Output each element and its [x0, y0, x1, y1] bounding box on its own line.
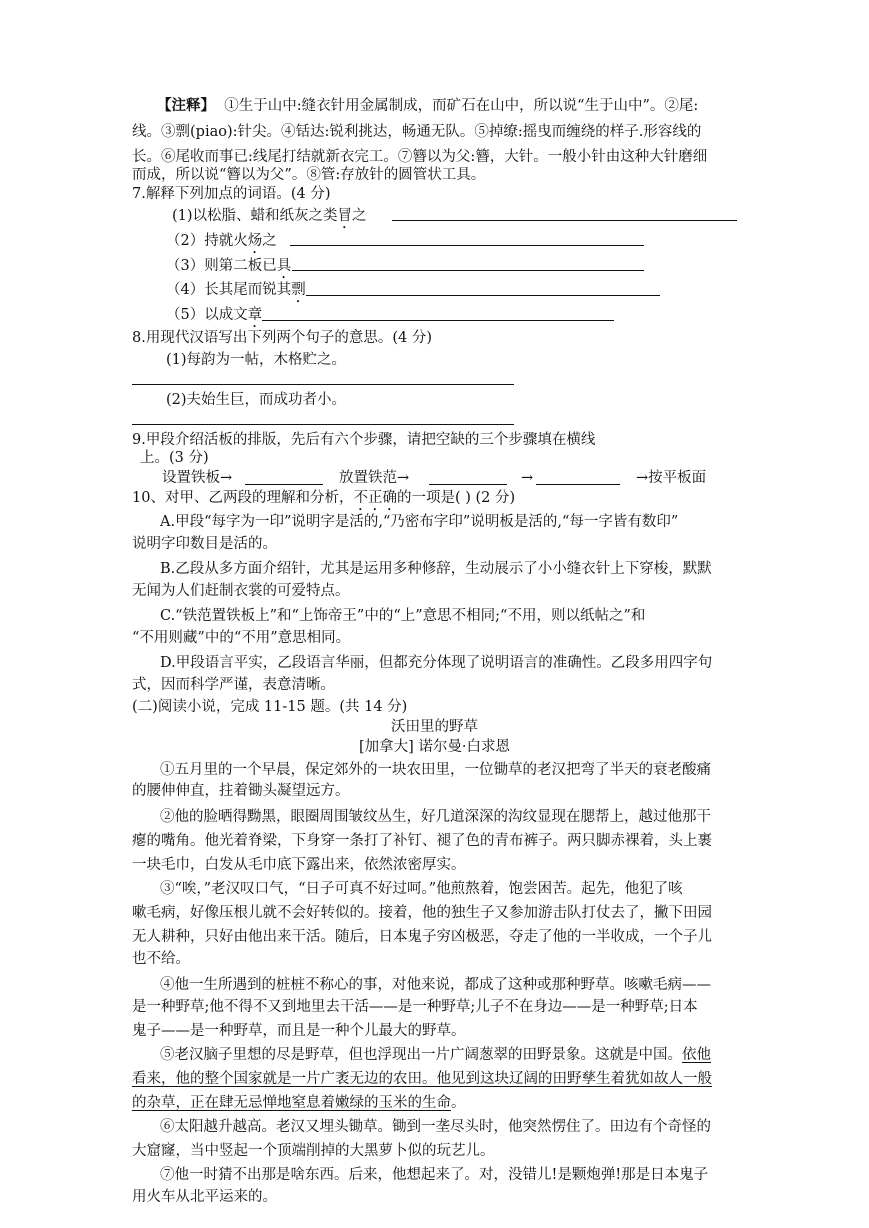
story-underlined-2: 看来，他的整个国家就是一片广袤无边的农田。他见到这块辽阔的田野孳生着犹如故人一般	[132, 1071, 712, 1087]
notes-line-2: 线。③剽(piao):针尖。④铦达:锐利挑达，畅通无队。⑤掉缭:摇曳而缠绕的样子.形容线的	[132, 124, 702, 140]
story-p4-1: ④他一生所遇到的桩桩不称心的事，对他来说，都成了这种或那种野草。咳嗽毛病——	[160, 977, 711, 993]
q8-stem: 8.用现代汉语写出下列两个句子的意思。(4 分)	[132, 330, 432, 346]
q7-item-5: （5）以成文章	[166, 307, 263, 323]
q7-answer-line-5[interactable]	[262, 320, 614, 321]
story-title: 沃田里的野草	[391, 719, 478, 735]
story-underlined-1: 依他	[682, 1047, 711, 1063]
q7-item-3-dotted: 具	[276, 258, 292, 274]
story-p3-4: 也不给。	[132, 951, 190, 967]
q7-item-5-dotted: 章	[247, 307, 263, 323]
q10-stem: 10、对甲、乙两段的理解和分析，不正确的一项是( ) (2 分)	[132, 490, 516, 506]
q7-item-4-dotted: 剽	[291, 282, 306, 298]
q9-step-2: 放置铁范→	[339, 470, 410, 486]
q7-stem: 7.解释下列加点的词语。(4 分)	[132, 186, 331, 202]
story-p2-2: 瘪的嘴角。他光着脊梁，下身穿一条打了补钉、褪了色的青布裤子。两只脚赤裸着，头上裹	[132, 833, 712, 849]
q7-item-3: （3）则第二板已具	[166, 258, 292, 274]
story-p6-2: 大窟窿，当中竖起一个顶端削掉的大黑萝卜似的玩艺儿。	[132, 1143, 495, 1159]
q10-option-b-2: 无闻为人们赶制衣裳的可爱特点。	[132, 583, 350, 599]
q10-option-c-2: “不用则藏”中的“不用”意思相同。	[132, 630, 351, 646]
q9-step-last: →按平板面	[636, 470, 707, 486]
q10-stem-dotted: 不正确	[353, 490, 397, 506]
q7-item-1-dotted: 冒	[337, 208, 353, 224]
story-p6-1: ⑥太阳越升越高。老汉又埋头锄草。锄到一垄尽头时，他突然愣住了。田边有个奇怪的	[160, 1119, 711, 1135]
story-author: [加拿大] 诺尔曼·白求恩	[358, 739, 511, 755]
q7-item-4: （4）长其尾而锐其剽	[166, 282, 306, 298]
q9-blank-3[interactable]	[536, 484, 620, 485]
notes-line-1	[157, 96, 698, 116]
q8-sentence-1: (1)每韵为一帖，木格贮之。	[166, 352, 347, 368]
q9-blank-1[interactable]	[245, 484, 323, 485]
q7-answer-line-4[interactable]	[306, 295, 660, 296]
story-p7-2: 用火车从北平运来的。	[132, 1189, 277, 1205]
notes-tag: 【注释】	[157, 97, 215, 114]
q8-answer-line-2[interactable]	[132, 424, 514, 425]
section-2-heading: (二)阅读小说，完成 11-15 题。(共 14 分)	[132, 699, 408, 715]
story-p4-2: 是一种野草;他不得不又到地里去干活——是一种野草;儿子不在身边——是一种野草;日本	[132, 999, 698, 1015]
q9-stem-1: 9.甲段介绍活板的排版，先后有六个步骤，请把空缺的三个步骤填在横线	[132, 432, 596, 448]
q10-option-d-1: D.甲段语言平实，乙段语言华丽，但都充分体现了说明语言的准确性。乙段多用四字句	[160, 655, 713, 671]
story-underlined-3: 的杂草，正在肆无忌惮地窒息着嫩绿的玉米的生命	[132, 1095, 451, 1111]
q7-answer-line-1[interactable]	[392, 220, 737, 221]
q9-stem-2: 上。(3 分)	[140, 450, 209, 466]
q7-answer-line-3[interactable]	[292, 270, 644, 271]
story-p5-3: 的杂草，正在肆无忌惮地窒息着嫩绿的玉米的生命。	[132, 1095, 466, 1111]
q8-answer-line-1[interactable]	[132, 384, 514, 385]
q10-option-c-1: C.“铁范置铁板上”和“上饰帝王”中的“上”意思不相同;“不用，则以纸帖之”和	[160, 608, 646, 624]
q10-option-b-1: B.乙段从多方面介绍针，尤其是运用多种修辞，生动展示了小小缝衣针上下穿梭，默默	[160, 561, 712, 577]
story-p2-3: 一块毛巾，白发从毛巾底下露出来，依然浓密厚实。	[132, 857, 466, 873]
story-p1-1: ①五月里的一个早晨，保定郊外的一块农田里，一位锄草的老汉把弯了半天的衰老酸痛	[160, 762, 711, 778]
story-p3-2: 嗽毛病，好像压根儿就不会好转似的。接着，他的独生子又参加游击队打仗去了，撇下田园	[132, 905, 712, 921]
q8-sentence-2: (2)夫始生巨，而成功者小。	[166, 392, 347, 408]
q7-item-2: （2）持就火炀之	[166, 233, 277, 249]
story-p3-1: ③“唉，”老汉叹口气，“日子可真不好过呵。”他煎熬着，饱尝困苦。起先，他犯了咳	[160, 881, 683, 897]
notes-line-3: 长。⑥尾收而事已:线尾打结就新衣完工。⑦簪以为父:簪，大针。一般小针由这种大针磨细	[132, 149, 708, 165]
q7-answer-line-2[interactable]	[290, 245, 644, 246]
notes-text-1: ①生于山中:缝衣针用金属制成，而矿石在山中，所以说“生于山中”。②尾:	[224, 98, 699, 114]
q7-item-2-dotted: 炀	[247, 233, 263, 249]
story-p1-2: 的腰伸伸直，拄着锄头凝望远方。	[132, 783, 350, 799]
story-p5-1: ⑤老汉脑子里想的尽是野草，但也浮现出一片广阔葱翠的田野景象。这就是中国。依他	[160, 1047, 711, 1063]
q10-option-a-2: 说明字印数目是活的。	[132, 536, 277, 552]
q9-step-1: 设置铁板→	[162, 470, 233, 486]
notes-line-4: 而成，所以说“簪以为父”。⑧管:存放针的圆管状工具。	[132, 167, 486, 183]
q10-option-d-2: 式，因而科学严谨，表意清晰。	[132, 677, 335, 693]
story-p2-1: ②他的脸晒得黝黑，眼圈周围皱纹丛生，好几道深深的沟纹显现在腮帮上，越过他那干	[160, 809, 711, 825]
q9-arrow: →	[521, 470, 534, 486]
q7-item-1: (1)以松脂、蜡和纸灰之类冒之	[172, 208, 367, 224]
story-p7-1: ⑦他一时猜不出那是啥东西。后来，他想起来了。对，没错儿!是颗炮弹!那是日本鬼子	[160, 1167, 709, 1183]
q10-option-a-1: A.甲段“每字为一印”说明字是活的,“乃密布字印”说明板是活的,“每一字皆有数印”	[160, 514, 679, 530]
story-p4-3: 鬼子——是一种野草，而且是一种个儿最大的野草。	[132, 1023, 466, 1039]
q9-blank-2[interactable]	[429, 484, 507, 485]
story-p3-3: 无人耕种，只好由他出来干活。随后，日本鬼子穷凶极恶，夺走了他的一半收成，一个子儿	[132, 929, 712, 945]
